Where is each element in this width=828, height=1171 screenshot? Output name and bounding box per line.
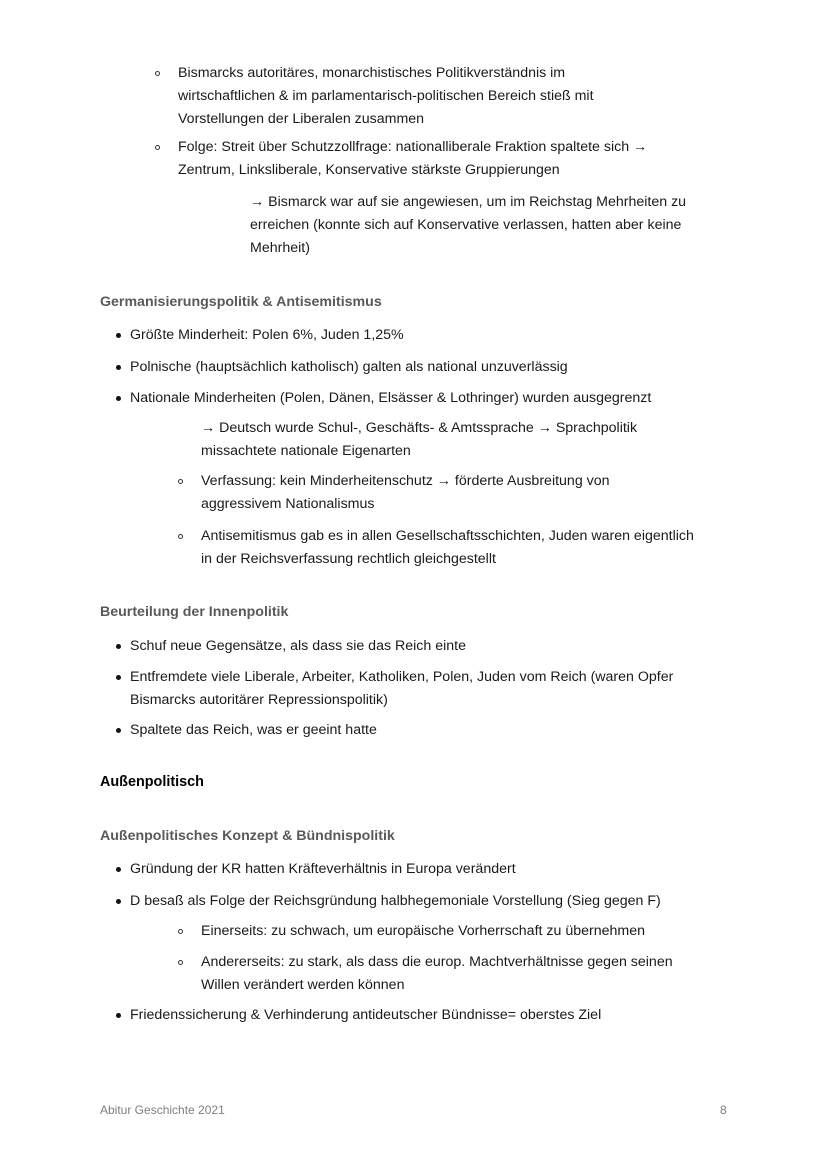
text-line: Vorstellungen der Liberalen zusammen bbox=[178, 111, 425, 127]
text-line: wirtschaftlichen & im parlamentarisch-politischen Bereich stieß mit bbox=[178, 88, 594, 104]
bullet-dot-icon bbox=[116, 728, 121, 733]
text-line: in der Reichsverfassung rechtlich gleichgestellt bbox=[201, 551, 496, 567]
bullet-circle-icon bbox=[178, 929, 183, 934]
bullet-dot-icon bbox=[116, 867, 121, 872]
text-line: Zentrum, Linksliberale, Konservative stärkste Gruppierungen bbox=[178, 162, 560, 178]
text-line: Entfremdete viele Liberale, Arbeiter, Katholiken, Polen, Juden vom Reich (waren Opfer bbox=[130, 669, 674, 685]
bullet-circle-icon bbox=[178, 960, 183, 965]
bullet-dot-icon bbox=[116, 675, 121, 680]
text-line: aggressivem Nationalismus bbox=[201, 496, 375, 512]
text-line: → Bismarck war auf sie angewiesen, um im Reichstag Mehrheiten zu bbox=[250, 194, 687, 210]
footer-title: Abitur Geschichte 2021 bbox=[100, 1103, 225, 1117]
text-line: missachtete nationale Eigenarten bbox=[201, 443, 411, 459]
text-line: → Deutsch wurde Schul-, Geschäfts- & Amtssprache → Sprachpolitik bbox=[201, 420, 638, 436]
bullet-dot-icon bbox=[116, 365, 121, 370]
section-heading: Außenpolitisch bbox=[100, 774, 204, 790]
section-heading: Außenpolitisches Konzept & Bündnispolitik bbox=[100, 828, 395, 844]
text-line: Größte Minderheit: Polen 6%, Juden 1,25% bbox=[130, 327, 404, 343]
text-line: Schuf neue Gegensätze, als dass sie das Reich einte bbox=[130, 638, 466, 654]
bullet-dot-icon bbox=[116, 333, 121, 338]
text-line: Einerseits: zu schwach, um europäische Vorherrschaft zu übernehmen bbox=[201, 923, 645, 939]
text-line: D besaß als Folge der Reichsgründung halbhegemoniale Vorstellung (Sieg gegen F) bbox=[130, 893, 661, 909]
bullet-circle-icon bbox=[155, 145, 160, 150]
text-line: Spaltete das Reich, was er geeint hatte bbox=[130, 722, 377, 738]
text-line: Mehrheit) bbox=[250, 240, 310, 256]
text-line: Antisemitismus gab es in allen Gesellschaftsschichten, Juden waren eigentlich bbox=[201, 528, 694, 544]
bullet-circle-icon bbox=[178, 534, 183, 539]
bullet-dot-icon bbox=[116, 396, 121, 401]
text-line: Nationale Minderheiten (Polen, Dänen, Elsässer & Lothringer) wurden ausgegrenzt bbox=[130, 390, 652, 406]
section-heading: Beurteilung der Innenpolitik bbox=[100, 604, 289, 620]
bullet-circle-icon bbox=[178, 479, 183, 484]
text-line: Gründung der KR hatten Kräfteverhältnis in Europa verändert bbox=[130, 861, 516, 877]
text-line: Polnische (hauptsächlich katholisch) galten als national unzuverlässig bbox=[130, 359, 568, 375]
bullet-dot-icon bbox=[116, 899, 121, 904]
text-line: Andererseits: zu stark, als dass die europ. Machtverhältnisse gegen seinen bbox=[201, 954, 673, 970]
bullet-dot-icon bbox=[116, 644, 121, 649]
bullet-circle-icon bbox=[155, 71, 160, 76]
page-number: 8 bbox=[720, 1103, 727, 1117]
text-line: Folge: Streit über Schutzzollfrage: nationalliberale Fraktion spaltete sich → bbox=[178, 139, 648, 155]
text-line: Bismarcks autoritäres, monarchistisches Politikverständnis im bbox=[178, 65, 566, 81]
text-line: Bismarcks autoritärer Repressionspolitik) bbox=[130, 692, 388, 708]
text-line: Willen verändert werden können bbox=[201, 977, 405, 993]
text-line: Verfassung: kein Minderheitenschutz → förderte Ausbreitung von bbox=[201, 473, 610, 489]
text-line: erreichen (konnte sich auf Konservative verlassen, hatten aber keine bbox=[250, 217, 682, 233]
text-line: Friedenssicherung & Verhinderung antideutscher Bündnisse= oberstes Ziel bbox=[130, 1007, 602, 1023]
section-heading: Germanisierungspolitik & Antisemitismus bbox=[100, 294, 382, 310]
bullet-dot-icon bbox=[116, 1013, 121, 1018]
